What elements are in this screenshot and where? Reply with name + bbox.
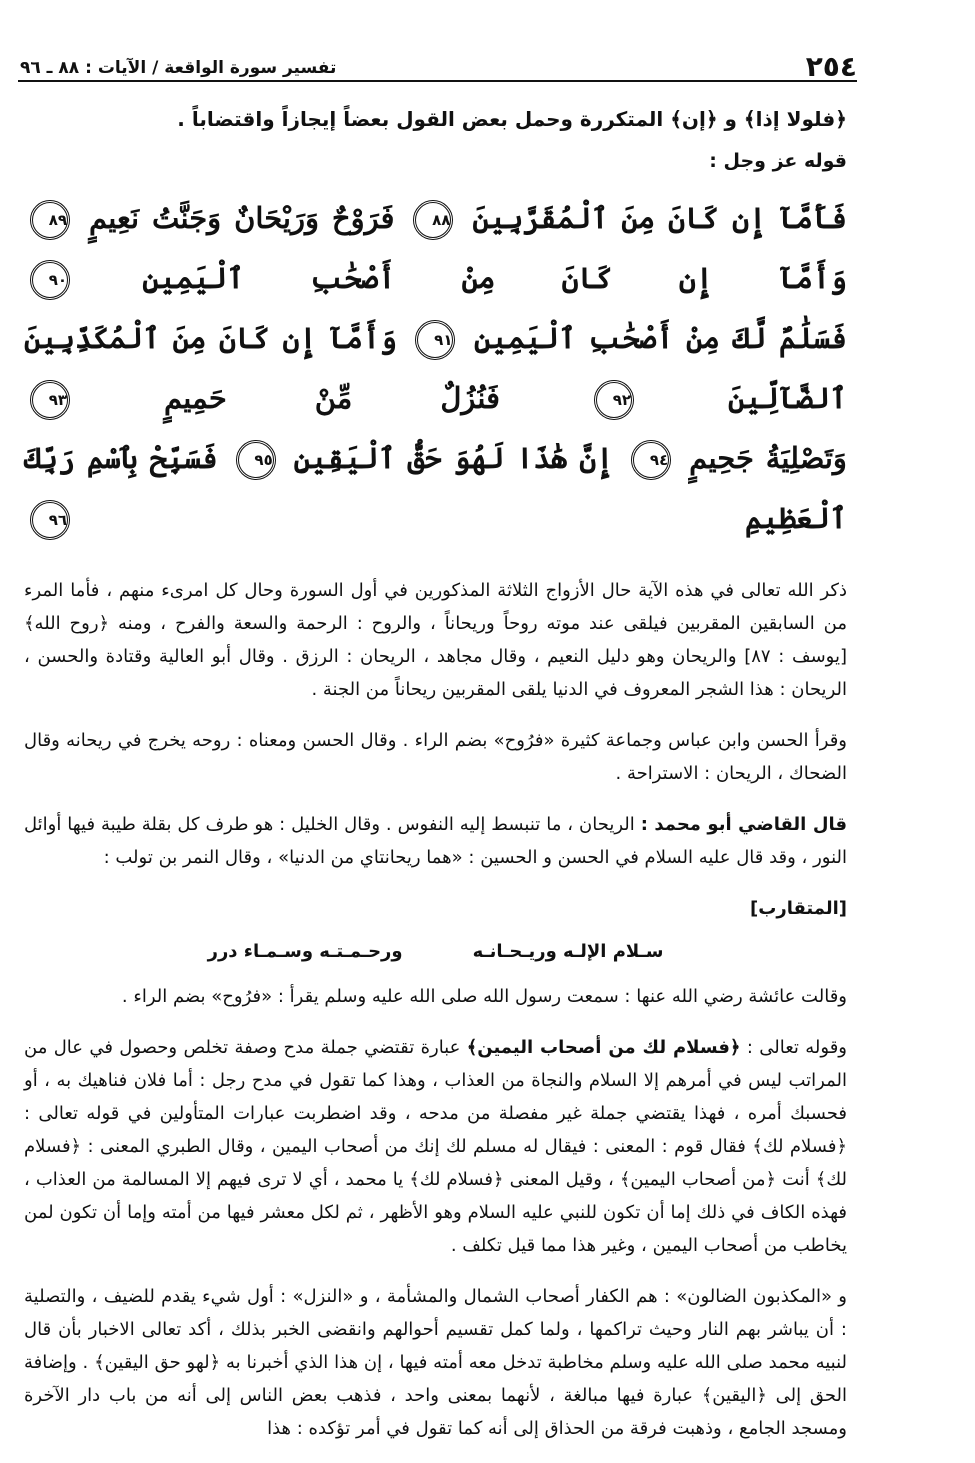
- paragraph-4: وقالت عائشة رضي الله عنها : سمعت رسول الله صلى الله عليه وسلم يقرأ : «فرُوح» بضم الراء .: [121, 986, 847, 1007]
- verse-text: إِنَّ هَٰذَا لَهُوَ حَقُّ ٱلْيَقِينِ: [293, 441, 614, 475]
- verse-text: فَرَوْحٌ وَرَيْحَانٌ وَجَنَّتُ نَعِيمٍ: [88, 201, 395, 235]
- verse-number-marker: ٩١: [415, 320, 455, 360]
- paragraph-5: [24, 1031, 847, 1262]
- paragraph-6: و «المكذبون الضالون» : هم الكفار أصحاب الشمال والمشأمة ، و «النزل» : أول شيء يقدم للضيف ، والتصلية : أن يباشر بهم النار وحيث تراكمها ، ولما كمل تقسيم أحوالهم وانقضى الخبر بذلك ، أكد تعالى الاخبار بأن قال لنبيه محمد صلى الله عليه وسلم مخاطبة تدخل معه أمته فيها ، إن هذا الذي أخبرنا به ﴿لهو حق اليقين﴾ . وإضافة الحق إلى ﴿اليقين﴾ عبارة فيها مبالغة ، لأنهما بمعنى واحد ، فذهب بعض الناس إلى أنه من باب دار الآخرة ومسجد الجامع ، وذهبت فرقة من الحذاق إلى أنه كما تقول في أمر تؤكده : هذا: [24, 1286, 847, 1439]
- page-content: [24, 96, 847, 1463]
- verse-number-marker: ٩٥: [236, 440, 276, 480]
- quoted-verse: ﴿فسلام لك من أصحاب اليمين﴾: [466, 1037, 741, 1058]
- paragraph-3: [24, 808, 847, 874]
- verse-number-marker: ٩٤: [631, 440, 671, 480]
- verse-number-marker: ٩٣: [30, 380, 70, 420]
- paragraph-1: ذكر الله تعالى في هذه الآية حال الأزواج الثلاثة المذكورين في أول السورة وحال كل امرىء منهم ، فأما المرء من السابقين المقربين فيلقى عند موته روحاً وريحاناً ، والروح : الرحمة والسعة والفرح ، ومنه ﴿روح الله﴾ [يوسف : ٨٧] والريحان وهو دليل النعيم ، وقال مجاهد ، الريحان : الرزق . وقال أبو العالية وقتادة والحسن ، الريحان : هذا الشجر المعروف في الدنيا يلقى المقربين ريحاناً من الجنة .: [24, 580, 848, 700]
- poem-verse: [24, 935, 847, 968]
- verse-intro: قوله عز وجل :: [709, 150, 847, 172]
- poem-meter-label: [المتقارب]: [750, 898, 847, 919]
- quran-verses: [24, 188, 847, 548]
- poem-second-hemistich: ورحـمـتـه وسـمـاء درر: [207, 941, 403, 962]
- verse-number-marker: ٨٩: [30, 200, 70, 240]
- verse-text: وَتَصْلِيَةُ جَحِيمٍ: [689, 441, 847, 475]
- verse-text: فَسَلَٰمٌ لَّكَ مِنْ أَصْحَٰبِ ٱلْيَمِينِ: [474, 321, 847, 355]
- verse-line: [24, 188, 847, 308]
- author-attribution: قال القاضي أبو محمد :: [640, 814, 847, 835]
- paragraph-5-lead: وقوله تعالى :: [740, 1037, 847, 1058]
- verse-text: فَسَبِّحْ بِٱسْمِ رَبِّكَ ٱلْعَظِيمِ: [24, 441, 847, 535]
- verse-number-marker: ٨٨: [413, 200, 453, 240]
- verse-text: فَأَمَّآ إِن كَانَ مِنَ ٱلْمُقَرَّبِينَ: [472, 201, 847, 235]
- verse-text: وَأَمَّآ إِن كَانَ مِنَ ٱلْمُكَذِّبِينَ ٱلضَّآلِّينَ: [24, 321, 847, 415]
- paragraph-5-text: عبارة تقتضي جملة مدح وصفة تخلص وحصول في عال من المراتب ليس في أمرهم إلا السلام والنجاة من العذاب ، وهذا كما تقول في مدح رجل : أما فلان فناهيك به ، أو فحسبك أمره ، فهذا يقتضي جملة غير مفصلة من مدحه ، وقد اضطربت عبارات المتأولين في قوله تعالى : ﴿فسلام لك﴾ فقال قوم : المعنى : فيقال له مسلم لك إنك من أصحاب اليمين ، وقال الطبري المعنى : ﴿فسلام لك﴾ أنت ﴿من أصحاب اليمين﴾ ، وقيل المعنى ﴿فسلام لك﴾ يا محمد ، أي لا ترى فيهم إلا المسالمة من العذاب ، فهذه الكاف في ذلك إما أن تكون للنبي عليه السلام وهو الأظهر ، ثم لكل معشر فيها من أمته وإما أن تكون لمن يخاطب من أصحاب اليمين ، وغير هذا مما قيل تكلف .: [24, 1037, 847, 1256]
- paragraph-2: وقرأ الحسن وابن عباس وجماعة كثيرة «فرُوح» بضم الراء . وقال الحسن ومعناه : روحه يخرج في ريحانه وقال الضحاك ، الريحان : الاستراحة .: [24, 730, 847, 784]
- verse-text: فَنُزُلٌ مِّنْ حَمِيمٍ: [164, 381, 501, 415]
- verse-number-marker: ٩٢: [594, 380, 634, 420]
- poem-first-hemistich: سـلام الإلـه وريـحـانـه: [472, 941, 664, 962]
- header-rule: [18, 80, 857, 82]
- page-number: ٢٥٤: [805, 50, 857, 83]
- verse-number-marker: ٩٠: [30, 260, 70, 300]
- verse-text: وَأَمَّآ إِن كَانَ مِنْ أَصْحَٰبِ ٱلْيَمِينِ: [142, 261, 847, 295]
- paragraph-3-text: الريحان ، ما تنبسط إليه النفوس . وقال الخليل : هو طرف كل بقلة طيبة فيها أوائل النور ، وقد قال عليه السلام في الحسن و الحسين : «هما ريحانتاي من الدنيا» ، وقال النمر بن تولب :: [24, 814, 847, 868]
- opening-line: ﴿فلولا إذا﴾ و ﴿إن﴾ المتكررة وحمل بعض القول بعضاً إيجازاً واقتضاباً .: [177, 107, 847, 131]
- verse-number-marker: ٩٦: [30, 500, 70, 540]
- running-header-title: تفسير سورة الواقعة / الآيات : ٨٨ ـ ٩٦: [20, 58, 337, 78]
- verse-line: [24, 308, 847, 428]
- verse-line: [24, 428, 847, 548]
